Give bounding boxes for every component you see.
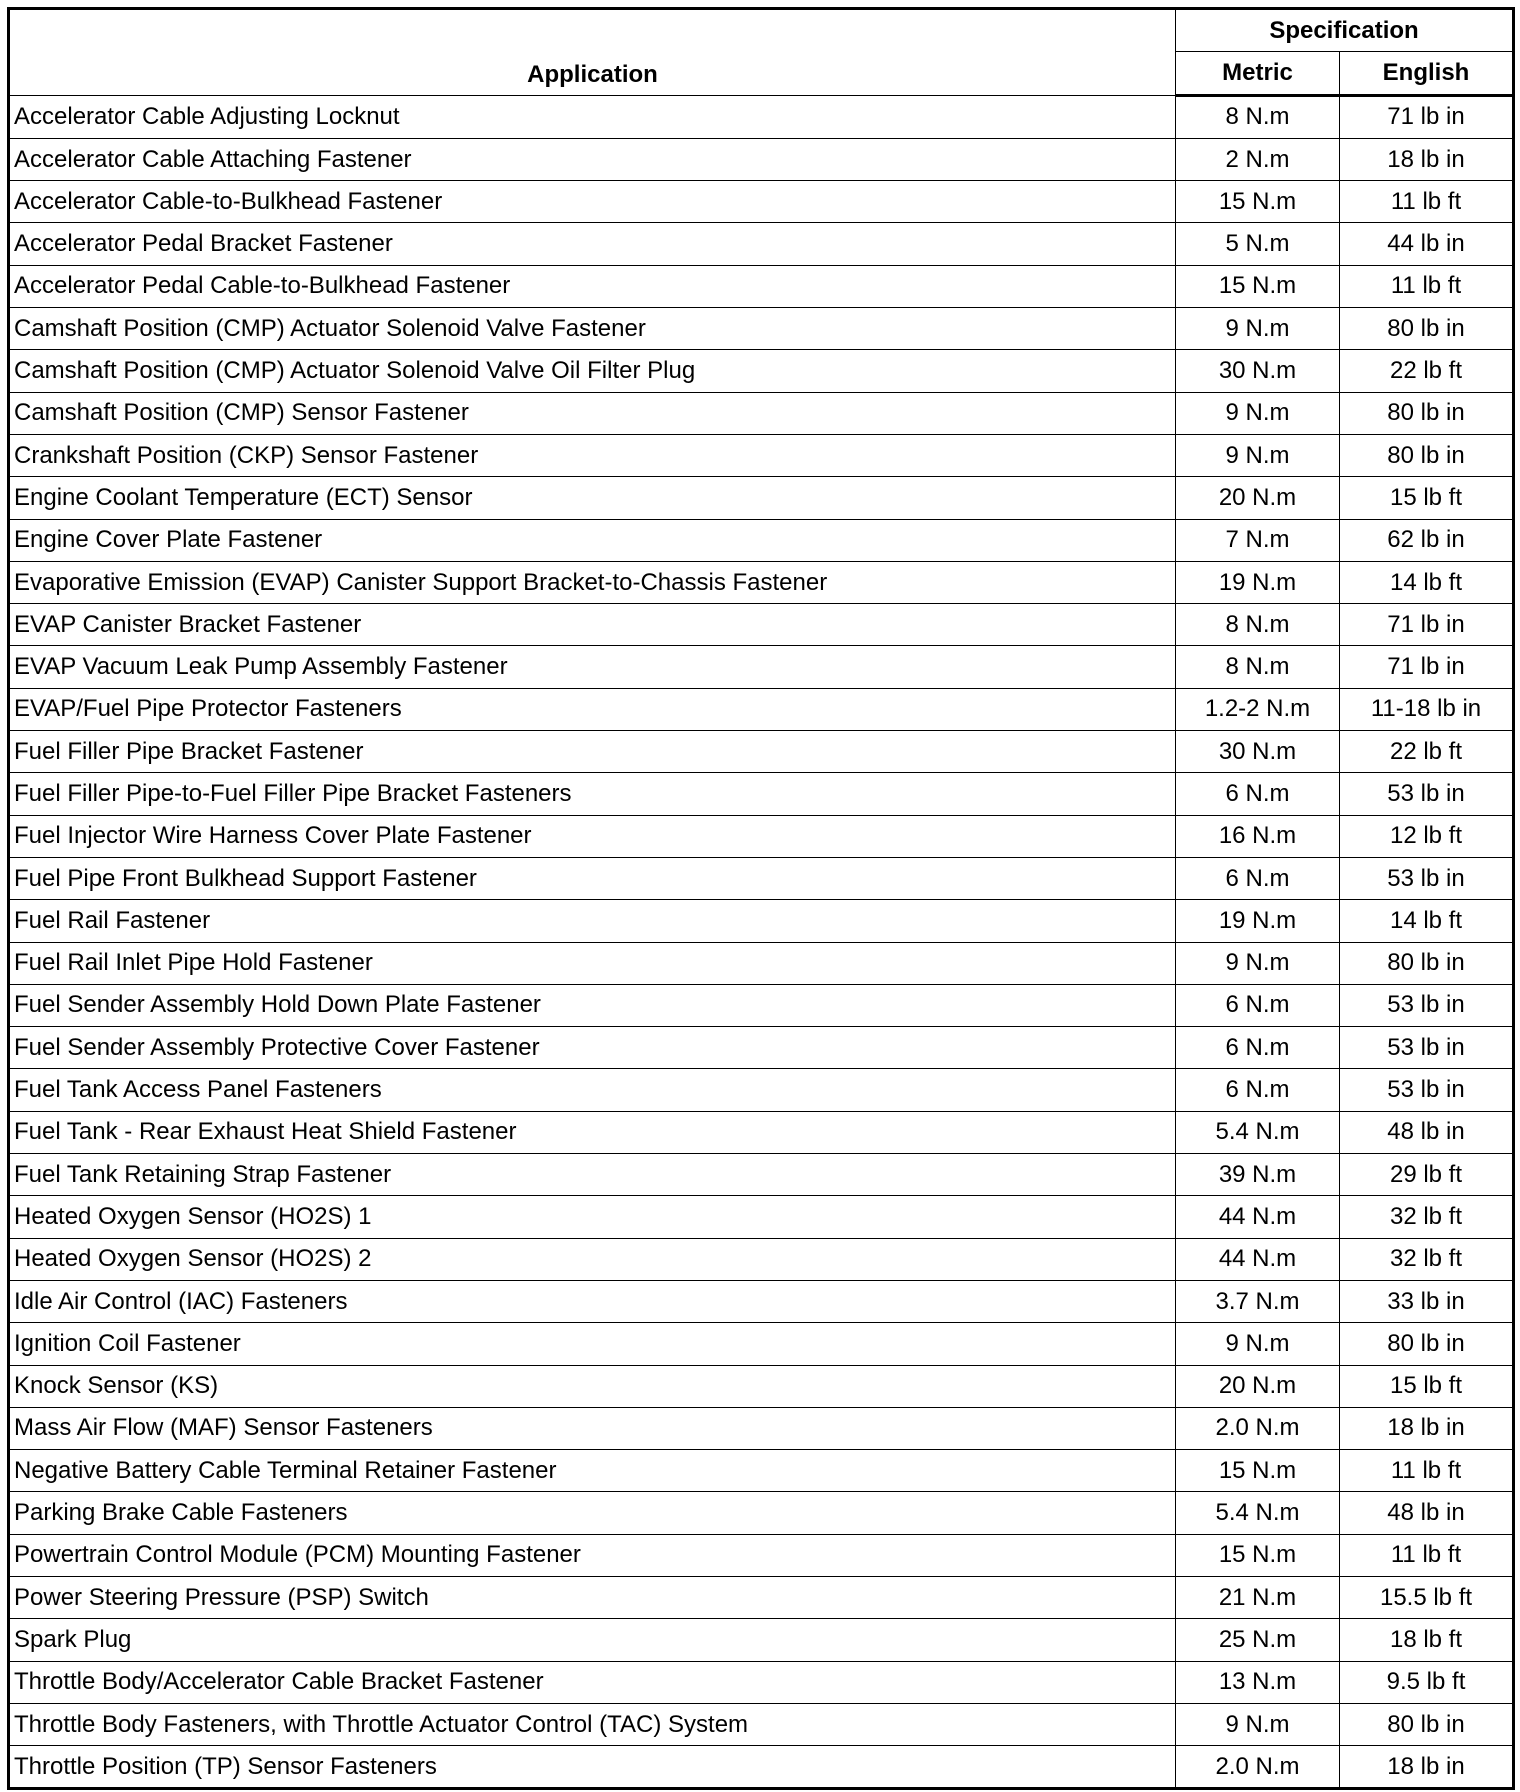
application-cell: Heated Oxygen Sensor (HO2S) 1 bbox=[9, 1196, 1176, 1238]
english-cell: 48 lb in bbox=[1340, 1111, 1514, 1153]
table-row bbox=[9, 1238, 1514, 1280]
metric-cell: 7 N.m bbox=[1176, 519, 1340, 561]
metric-cell: 20 N.m bbox=[1176, 477, 1340, 519]
application-cell: Fuel Sender Assembly Protective Cover Fastener bbox=[9, 1027, 1176, 1069]
english-cell: 80 lb in bbox=[1340, 392, 1514, 434]
application-cell: Camshaft Position (CMP) Actuator Solenoid Valve Fastener bbox=[9, 308, 1176, 350]
table-row bbox=[9, 519, 1514, 561]
table-row bbox=[9, 1407, 1514, 1449]
application-cell: Accelerator Cable-to-Bulkhead Fastener bbox=[9, 181, 1176, 223]
metric-cell: 9 N.m bbox=[1176, 392, 1340, 434]
english-cell: 22 lb ft bbox=[1340, 731, 1514, 773]
english-cell: 48 lb in bbox=[1340, 1492, 1514, 1534]
torque-spec-table bbox=[7, 7, 1515, 1790]
english-cell: 12 lb ft bbox=[1340, 815, 1514, 857]
table-row bbox=[9, 604, 1514, 646]
application-cell: Fuel Tank Retaining Strap Fastener bbox=[9, 1154, 1176, 1196]
table-row bbox=[9, 350, 1514, 392]
metric-cell: 9 N.m bbox=[1176, 1323, 1340, 1365]
application-cell: Powertrain Control Module (PCM) Mounting Fastener bbox=[9, 1534, 1176, 1576]
metric-cell: 8 N.m bbox=[1176, 646, 1340, 688]
metric-cell: 9 N.m bbox=[1176, 1703, 1340, 1745]
table-header bbox=[9, 9, 1514, 96]
table-row bbox=[9, 1450, 1514, 1492]
table-row bbox=[9, 181, 1514, 223]
metric-cell: 1.2-2 N.m bbox=[1176, 688, 1340, 730]
application-cell: Mass Air Flow (MAF) Sensor Fasteners bbox=[9, 1407, 1176, 1449]
metric-cell: 8 N.m bbox=[1176, 604, 1340, 646]
metric-cell: 5 N.m bbox=[1176, 223, 1340, 265]
application-cell: Knock Sensor (KS) bbox=[9, 1365, 1176, 1407]
table-row bbox=[9, 1323, 1514, 1365]
english-cell: 11-18 lb in bbox=[1340, 688, 1514, 730]
metric-cell: 6 N.m bbox=[1176, 1069, 1340, 1111]
metric-cell: 15 N.m bbox=[1176, 265, 1340, 307]
table-row bbox=[9, 900, 1514, 942]
table-row bbox=[9, 138, 1514, 180]
english-header: English bbox=[1340, 52, 1514, 95]
english-cell: 62 lb in bbox=[1340, 519, 1514, 561]
application-cell: Accelerator Cable Adjusting Locknut bbox=[9, 95, 1176, 138]
metric-cell: 13 N.m bbox=[1176, 1661, 1340, 1703]
english-cell: 14 lb ft bbox=[1340, 561, 1514, 603]
table-row bbox=[9, 1069, 1514, 1111]
table-row bbox=[9, 1576, 1514, 1618]
application-cell: Spark Plug bbox=[9, 1619, 1176, 1661]
english-cell: 80 lb in bbox=[1340, 1323, 1514, 1365]
table-row bbox=[9, 984, 1514, 1026]
table-row bbox=[9, 942, 1514, 984]
metric-cell: 19 N.m bbox=[1176, 561, 1340, 603]
application-cell: Ignition Coil Fastener bbox=[9, 1323, 1176, 1365]
metric-cell: 21 N.m bbox=[1176, 1576, 1340, 1618]
english-cell: 22 lb ft bbox=[1340, 350, 1514, 392]
english-cell: 53 lb in bbox=[1340, 857, 1514, 899]
english-cell: 11 lb ft bbox=[1340, 1450, 1514, 1492]
application-cell: EVAP/Fuel Pipe Protector Fasteners bbox=[9, 688, 1176, 730]
metric-cell: 6 N.m bbox=[1176, 984, 1340, 1026]
application-header: Application bbox=[9, 9, 1176, 96]
application-cell: Fuel Injector Wire Harness Cover Plate Fastener bbox=[9, 815, 1176, 857]
english-cell: 11 lb ft bbox=[1340, 181, 1514, 223]
english-cell: 71 lb in bbox=[1340, 95, 1514, 138]
application-cell: Fuel Tank - Rear Exhaust Heat Shield Fastener bbox=[9, 1111, 1176, 1153]
table-row bbox=[9, 815, 1514, 857]
table-row bbox=[9, 731, 1514, 773]
metric-cell: 6 N.m bbox=[1176, 1027, 1340, 1069]
table-row bbox=[9, 223, 1514, 265]
metric-cell: 9 N.m bbox=[1176, 434, 1340, 476]
application-cell: EVAP Vacuum Leak Pump Assembly Fastener bbox=[9, 646, 1176, 688]
english-cell: 71 lb in bbox=[1340, 646, 1514, 688]
metric-cell: 15 N.m bbox=[1176, 1534, 1340, 1576]
application-cell: Power Steering Pressure (PSP) Switch bbox=[9, 1576, 1176, 1618]
metric-cell: 44 N.m bbox=[1176, 1196, 1340, 1238]
english-cell: 15 lb ft bbox=[1340, 1365, 1514, 1407]
metric-cell: 5.4 N.m bbox=[1176, 1111, 1340, 1153]
application-cell: Camshaft Position (CMP) Sensor Fastener bbox=[9, 392, 1176, 434]
english-cell: 32 lb ft bbox=[1340, 1196, 1514, 1238]
english-cell: 15 lb ft bbox=[1340, 477, 1514, 519]
application-cell: Accelerator Cable Attaching Fastener bbox=[9, 138, 1176, 180]
table-row bbox=[9, 308, 1514, 350]
metric-header: Metric bbox=[1176, 52, 1340, 95]
application-cell: Heated Oxygen Sensor (HO2S) 2 bbox=[9, 1238, 1176, 1280]
metric-cell: 9 N.m bbox=[1176, 308, 1340, 350]
metric-cell: 5.4 N.m bbox=[1176, 1492, 1340, 1534]
metric-cell: 15 N.m bbox=[1176, 1450, 1340, 1492]
english-cell: 80 lb in bbox=[1340, 1703, 1514, 1745]
table-row bbox=[9, 1661, 1514, 1703]
application-cell: Fuel Sender Assembly Hold Down Plate Fastener bbox=[9, 984, 1176, 1026]
metric-cell: 39 N.m bbox=[1176, 1154, 1340, 1196]
english-cell: 18 lb in bbox=[1340, 1746, 1514, 1789]
english-cell: 71 lb in bbox=[1340, 604, 1514, 646]
metric-cell: 30 N.m bbox=[1176, 350, 1340, 392]
english-cell: 9.5 lb ft bbox=[1340, 1661, 1514, 1703]
metric-cell: 8 N.m bbox=[1176, 95, 1340, 138]
application-cell: Fuel Tank Access Panel Fasteners bbox=[9, 1069, 1176, 1111]
metric-cell: 16 N.m bbox=[1176, 815, 1340, 857]
table-row bbox=[9, 1619, 1514, 1661]
metric-cell: 44 N.m bbox=[1176, 1238, 1340, 1280]
table-row bbox=[9, 1492, 1514, 1534]
table-row bbox=[9, 1280, 1514, 1322]
application-cell: Accelerator Pedal Bracket Fastener bbox=[9, 223, 1176, 265]
english-cell: 18 lb in bbox=[1340, 1407, 1514, 1449]
metric-cell: 2.0 N.m bbox=[1176, 1746, 1340, 1789]
table-row bbox=[9, 265, 1514, 307]
english-cell: 14 lb ft bbox=[1340, 900, 1514, 942]
application-cell: Engine Cover Plate Fastener bbox=[9, 519, 1176, 561]
table-row bbox=[9, 857, 1514, 899]
application-cell: Crankshaft Position (CKP) Sensor Fastener bbox=[9, 434, 1176, 476]
english-cell: 11 lb ft bbox=[1340, 265, 1514, 307]
english-cell: 80 lb in bbox=[1340, 434, 1514, 476]
metric-cell: 15 N.m bbox=[1176, 181, 1340, 223]
table-row bbox=[9, 1111, 1514, 1153]
metric-cell: 3.7 N.m bbox=[1176, 1280, 1340, 1322]
specification-header: Specification bbox=[1176, 9, 1514, 52]
application-cell: Idle Air Control (IAC) Fasteners bbox=[9, 1280, 1176, 1322]
english-cell: 53 lb in bbox=[1340, 984, 1514, 1026]
application-cell: Evaporative Emission (EVAP) Canister Support Bracket-to-Chassis Fastener bbox=[9, 561, 1176, 603]
metric-cell: 25 N.m bbox=[1176, 1619, 1340, 1661]
application-cell: Negative Battery Cable Terminal Retainer Fastener bbox=[9, 1450, 1176, 1492]
application-cell: Fuel Pipe Front Bulkhead Support Fastener bbox=[9, 857, 1176, 899]
english-cell: 53 lb in bbox=[1340, 1027, 1514, 1069]
english-cell: 80 lb in bbox=[1340, 942, 1514, 984]
application-cell: Throttle Position (TP) Sensor Fasteners bbox=[9, 1746, 1176, 1789]
table-row bbox=[9, 392, 1514, 434]
metric-cell: 6 N.m bbox=[1176, 857, 1340, 899]
metric-cell: 2 N.m bbox=[1176, 138, 1340, 180]
table-row bbox=[9, 434, 1514, 476]
application-cell: Accelerator Pedal Cable-to-Bulkhead Fastener bbox=[9, 265, 1176, 307]
table-row bbox=[9, 95, 1514, 138]
metric-cell: 6 N.m bbox=[1176, 773, 1340, 815]
english-cell: 18 lb ft bbox=[1340, 1619, 1514, 1661]
table-row bbox=[9, 1703, 1514, 1745]
application-cell: Fuel Filler Pipe-to-Fuel Filler Pipe Bracket Fasteners bbox=[9, 773, 1176, 815]
table-row bbox=[9, 646, 1514, 688]
english-cell: 53 lb in bbox=[1340, 1069, 1514, 1111]
application-cell: EVAP Canister Bracket Fastener bbox=[9, 604, 1176, 646]
application-cell: Fuel Rail Fastener bbox=[9, 900, 1176, 942]
application-cell: Throttle Body Fasteners, with Throttle Actuator Control (TAC) System bbox=[9, 1703, 1176, 1745]
english-cell: 15.5 lb ft bbox=[1340, 1576, 1514, 1618]
metric-cell: 19 N.m bbox=[1176, 900, 1340, 942]
table-row bbox=[9, 1154, 1514, 1196]
application-cell: Engine Coolant Temperature (ECT) Sensor bbox=[9, 477, 1176, 519]
english-cell: 80 lb in bbox=[1340, 308, 1514, 350]
table-row bbox=[9, 1365, 1514, 1407]
english-cell: 11 lb ft bbox=[1340, 1534, 1514, 1576]
english-cell: 33 lb in bbox=[1340, 1280, 1514, 1322]
english-cell: 44 lb in bbox=[1340, 223, 1514, 265]
application-cell: Fuel Rail Inlet Pipe Hold Fastener bbox=[9, 942, 1176, 984]
application-cell: Throttle Body/Accelerator Cable Bracket Fastener bbox=[9, 1661, 1176, 1703]
metric-cell: 20 N.m bbox=[1176, 1365, 1340, 1407]
english-cell: 18 lb in bbox=[1340, 138, 1514, 180]
english-cell: 53 lb in bbox=[1340, 773, 1514, 815]
table-body bbox=[9, 95, 1514, 1789]
metric-cell: 9 N.m bbox=[1176, 942, 1340, 984]
table-row bbox=[9, 1534, 1514, 1576]
application-cell: Fuel Filler Pipe Bracket Fastener bbox=[9, 731, 1176, 773]
english-cell: 29 lb ft bbox=[1340, 1154, 1514, 1196]
english-cell: 32 lb ft bbox=[1340, 1238, 1514, 1280]
application-cell: Parking Brake Cable Fasteners bbox=[9, 1492, 1176, 1534]
table-row bbox=[9, 1027, 1514, 1069]
table-row bbox=[9, 773, 1514, 815]
table-row bbox=[9, 561, 1514, 603]
table-row bbox=[9, 1746, 1514, 1789]
application-cell: Camshaft Position (CMP) Actuator Solenoid Valve Oil Filter Plug bbox=[9, 350, 1176, 392]
table-row bbox=[9, 1196, 1514, 1238]
table-row bbox=[9, 477, 1514, 519]
metric-cell: 30 N.m bbox=[1176, 731, 1340, 773]
metric-cell: 2.0 N.m bbox=[1176, 1407, 1340, 1449]
table-row bbox=[9, 688, 1514, 730]
